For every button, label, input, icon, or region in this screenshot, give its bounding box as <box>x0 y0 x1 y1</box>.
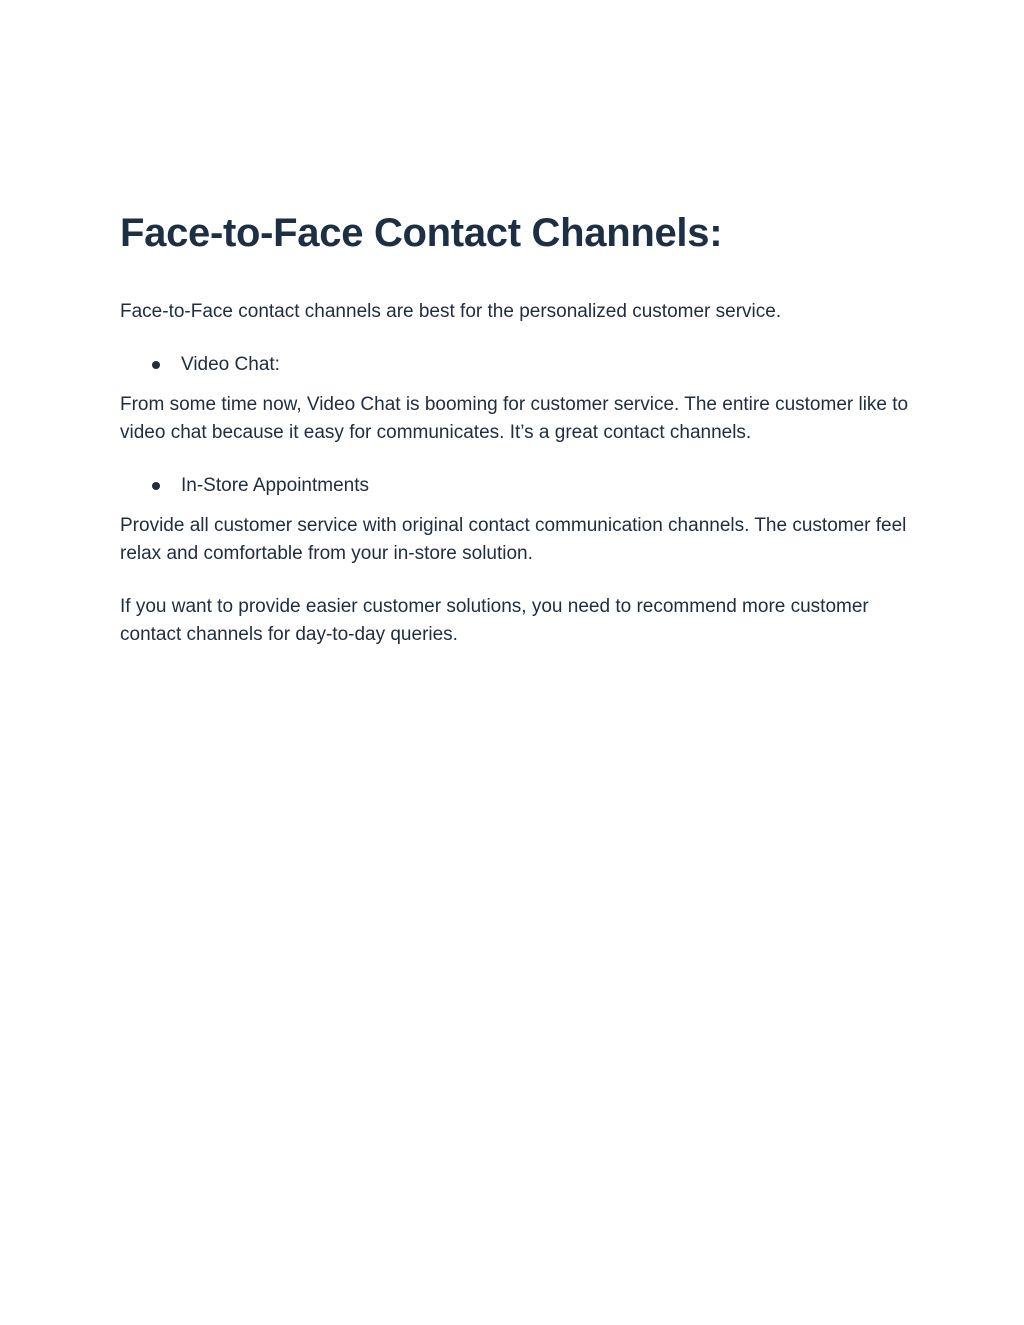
video-chat-paragraph: From some time now, Video Chat is booming for customer service. The entire customer like to video chat because it easy for communicates. It’s a great contact channels. <box>120 394 909 443</box>
in-store-paragraph: Provide all customer service with original contact communication channels. The customer feel relax and comfortable from your in-store solution. <box>120 515 907 564</box>
list-item-in-store-appointments <box>120 472 910 500</box>
document-body <box>120 206 910 649</box>
list-item-label: In-Store Appointments <box>181 475 369 496</box>
intro-paragraph: Face-to-Face contact channels are best for the personalized customer service. <box>120 301 782 322</box>
list-item-video-chat <box>120 351 910 379</box>
bullet-icon <box>152 361 160 369</box>
page-title: Face-to-Face Contact Channels: <box>120 211 723 255</box>
bullet-icon <box>152 482 160 490</box>
closing-paragraph: If you want to provide easier customer solutions, you need to recommend more customer contact channels for day-to-day queries. <box>120 596 869 645</box>
list-item-label: Video Chat: <box>181 354 280 375</box>
